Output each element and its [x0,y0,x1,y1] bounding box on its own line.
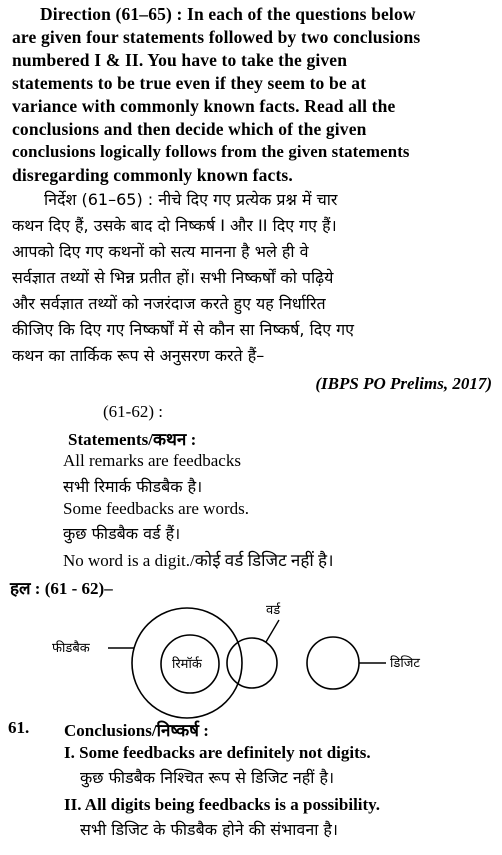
conclusions-heading: Conclusions/निष्कर्ष : [64,721,209,740]
word-label: वर्ड [266,603,281,618]
direction-en-line-6: conclusions and then decide which of the given [12,119,367,139]
direction-en-line-1: Direction (61–65) : In each of the questions below [40,4,416,24]
remark-label: रिमॉर्क [172,657,202,672]
venn-diagram [0,595,502,735]
conclusion-2-en: II. All digits being feedbacks is a possibility. [64,795,380,814]
statement-2-en: Some feedbacks are words. [63,499,249,518]
direction-en-line-2: are given four statements followed by two conclusions [12,27,421,47]
digit-circle [307,637,359,689]
statement-3: No word is a digit./कोई वर्ड डिजिट नहीं है। [63,551,334,570]
direction-hi-line-7: कथन का तार्किक रूप से अनुसरण करते हैं– [12,346,265,365]
conclusion-1-en: I. Some feedbacks are definitely not digits. [64,743,371,762]
statement-1-en: All remarks are feedbacks [63,451,241,470]
direction-hi-line-6: कीजिए कि दिए गए निष्कर्षों में से कौन सा निष्कर्ष, दिए गए [12,320,355,339]
direction-en-line-3: numbered I & II. You have to take the given [12,50,348,70]
direction-hi-line-4: सर्वज्ञात तथ्यों से भिन्न प्रतीत हों। सभी निष्कर्षों को पढ़िये [12,268,334,287]
conclusion-2-hi: सभी डिजिट के फीडबैक होने की संभावना है। [80,820,338,839]
statement-1-hi: सभी रिमार्क फीडबैक है। [63,477,203,496]
direction-hi-line-5: और सर्वज्ञात तथ्यों को नजरंदाज करते हुए यह निर्धारित [12,294,326,313]
source-citation: (IBPS PO Prelims, 2017) [315,374,492,393]
statement-2-hi: कुछ फीडबैक वर्ड हैं। [63,524,181,543]
direction-en-line-4: statements to be true even if they seem to be at [12,73,367,93]
direction-en-line-7: conclusions logically follows from the given statements [12,142,410,161]
direction-hi-line-1: निर्देश (61–65) : नीचे दिए गए प्रत्येक प्रश्न में चार [44,190,338,209]
statements-heading: Statements/कथन : [68,430,197,449]
word-circle [227,638,277,688]
solution-label: हल : (61 - 62)– [10,579,113,598]
digit-label: डिजिट [390,656,420,671]
direction-hi-line-3: आपको दिए गए कथनों को सत्य मानना है भले ही वे [12,242,309,261]
direction-hi-line-2: कथन दिए हैं, उसके बाद दो निष्कर्ष I और II दिए गए हैं। [12,216,337,235]
question-number: 61. [8,718,30,737]
conclusion-1-hi: कुछ फीडबैक निश्चित रूप से डिजिट नहीं है। [80,768,335,787]
word-pointer [266,620,279,642]
direction-en-line-5: variance with commonly known facts. Read all the [12,96,396,116]
feedback-label: फीडबैक [52,641,90,656]
direction-en-line-8: disregarding commonly known facts. [12,165,293,185]
question-range-label: (61-62) : [103,402,163,421]
